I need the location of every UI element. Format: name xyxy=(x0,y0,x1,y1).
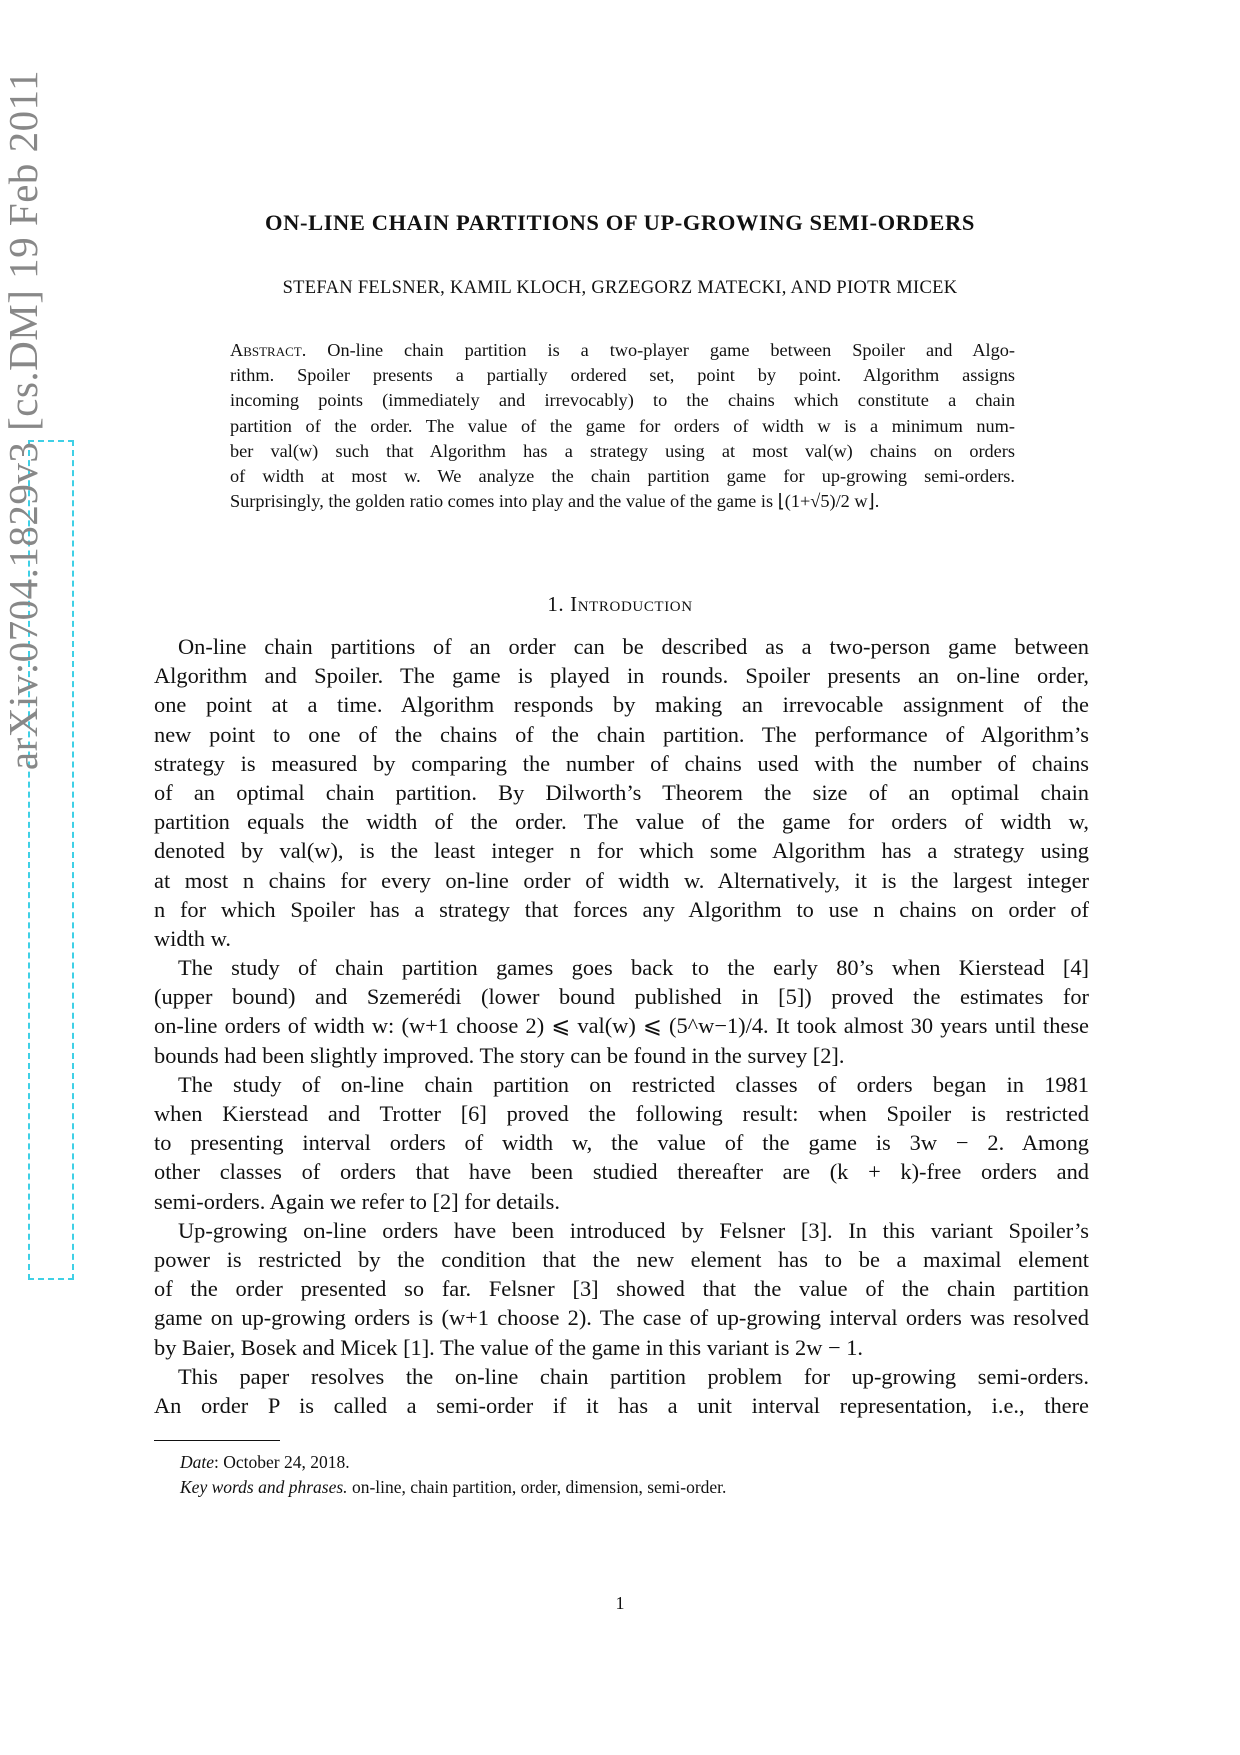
abstract-line: incoming points (immediately and irrevocably) to the chains which constitute a chain xyxy=(230,390,1015,411)
paper-title: ON-LINE CHAIN PARTITIONS OF UP-GROWING SEMI-ORDERS xyxy=(265,210,975,235)
body-line: to presenting interval orders of width w, the value of the game is 3w − 2. Among xyxy=(154,1130,1089,1156)
body-line: semi-orders. Again we refer to [2] for details. xyxy=(154,1188,560,1214)
body-line: Algorithm and Spoiler. The game is played in rounds. Spoiler presents an on-line order, xyxy=(154,663,1089,689)
body-line: of an optimal chain partition. By Dilworth’s Theorem the size of an optimal chain xyxy=(154,779,1089,805)
arxiv-identifier: arXiv:0704.1829v3 [cs.DM] 19 Feb 2011 xyxy=(0,69,46,771)
footnote-divider xyxy=(154,1440,280,1441)
abstract-line: rithm. Spoiler presents a partially ordered set, point by point. Algorithm assigns xyxy=(230,365,1015,386)
body-line: This paper resolves the on-line chain partition problem for up-growing semi-orders. xyxy=(178,1363,1089,1389)
date-label: Date xyxy=(180,1452,215,1472)
body-line: denoted by val(w), is the least integer n for which some Algorithm has a strategy using xyxy=(154,838,1089,864)
page-number: 1 xyxy=(615,1593,625,1613)
body-line: width w. xyxy=(154,925,231,951)
paper-authors: STEFAN FELSNER, KAMIL KLOCH, GRZEGORZ MATECKI, AND PIOTR MICEK xyxy=(282,278,958,298)
section-heading: 1. Introduction xyxy=(547,592,693,616)
body-line: partition equals the width of the order. The value of the game for orders of width w, xyxy=(154,809,1089,835)
body-line: The study of on-line chain partition on restricted classes of orders began in 1981 xyxy=(178,1071,1089,1097)
body-text xyxy=(154,632,1089,1420)
body-line: when Kierstead and Trotter [6] proved the following result: when Spoiler is restricted xyxy=(154,1101,1089,1126)
body-line: other classes of orders that have been studied thereafter are (k + k)-free orders and xyxy=(154,1159,1089,1185)
footnote-date xyxy=(180,1450,726,1475)
keywords-label: Key words and phrases. xyxy=(180,1477,348,1497)
body-line: n for which Spoiler has a strategy that forces any Algorithm to use n chains on order of xyxy=(154,896,1089,922)
keywords-value: on-line, chain partition, order, dimension, semi-order. xyxy=(351,1477,727,1497)
body-line: strategy is measured by comparing the number of chains used with the number of chains xyxy=(154,750,1089,776)
abstract-line: Surprisingly, the golden ratio comes into play and the value of the game is ⌊(1+√5)/2 w⌋. xyxy=(230,491,880,512)
abstract-label: Abstract. xyxy=(230,340,307,360)
body-line: at most n chains for every on-line order of width w. Alternatively, it is the largest integer xyxy=(154,867,1089,893)
body-line: (upper bound) and Szemerédi (lower bound published in [5]) proved the estimates for xyxy=(154,984,1089,1010)
body-line: The study of chain partition games goes back to the early 80’s when Kierstead [4] xyxy=(178,955,1089,981)
abstract-line: partition of the order. The value of the game for orders of width w is a minimum num- xyxy=(230,415,1015,436)
abstract-line: of width at most w. We analyze the chain partition game for up-growing semi-orders. xyxy=(230,466,1015,487)
body-line: power is restricted by the condition that the new element has to be a maximal element xyxy=(154,1246,1089,1272)
body-line: of the order presented so far. Felsner [3] showed that the value of the chain partition xyxy=(154,1276,1089,1302)
section-heading-text: Introduction xyxy=(570,592,693,616)
date-value: : October 24, 2018. xyxy=(214,1452,350,1472)
body-line: bounds had been slightly improved. The story can be found in the survey [2]. xyxy=(154,1042,845,1068)
body-line: On-line chain partitions of an order can be described as a two-person game between xyxy=(178,634,1089,659)
body-line: new point to one of the chains of the chain partition. The performance of Algorithm’s xyxy=(154,721,1089,747)
body-line: one point at a time. Algorithm responds by making an irrevocable assignment of the xyxy=(154,692,1089,718)
abstract-line: Abstract. On-line chain partition is a two-player game between Spoiler and Algo- xyxy=(230,340,1015,360)
body-line: by Baier, Bosek and Micek [1]. The value of the game in this variant is 2w − 1. xyxy=(154,1334,863,1360)
body-line: An order P is called a semi-order if it has a unit interval representation, i.e., there xyxy=(154,1392,1089,1418)
footnotes xyxy=(180,1450,726,1500)
footnote-keywords xyxy=(180,1475,726,1500)
body-line: on-line orders of width w: (w+1 choose 2) ⩽ val(w) ⩽ (5^w−1)/4. It took almost 30 years until these xyxy=(154,1013,1089,1039)
body-line: game on up-growing orders is (w+1 choose 2). The case of up-growing interval orders was resolved xyxy=(154,1305,1089,1331)
abstract xyxy=(230,338,1015,514)
abstract-line: ber val(w) such that Algorithm has a strategy using at most val(w) chains on orders xyxy=(230,440,1015,461)
body-line: Up-growing on-line orders have been introduced by Felsner [3]. In this variant Spoiler’s xyxy=(178,1217,1089,1243)
